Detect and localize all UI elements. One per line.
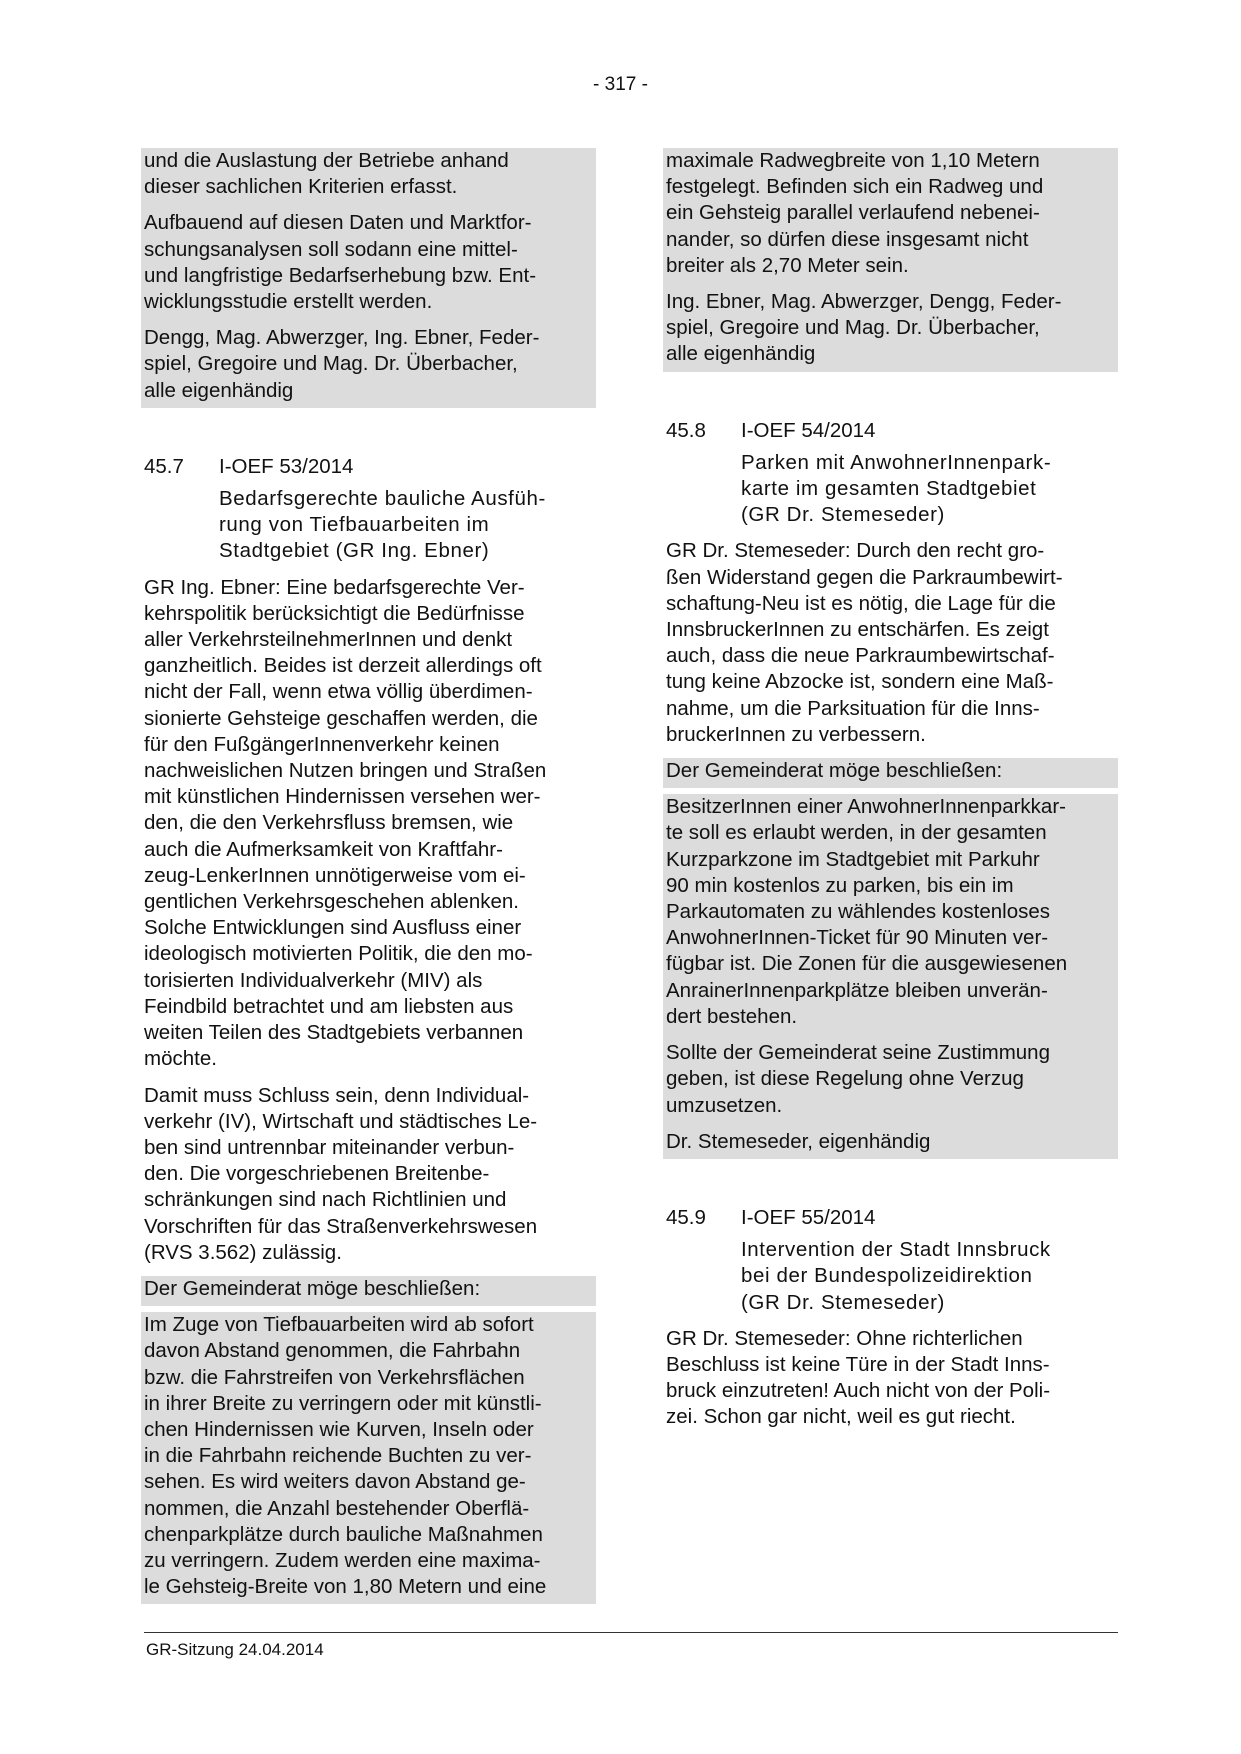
motion-text: Sollte der Gemeinderat seine Zustimmung geben, ist diese Regelung ohne Verzug umzusetzen. (666, 1041, 1050, 1117)
section-number: 45.7 (144, 454, 184, 478)
highlighted-block (663, 148, 1118, 372)
paragraph: GR Dr. Stemeseder: Ohne richterlichen Beschluss ist keine Türe in der Stadt Inns- bruck einzutreten! Auch nicht von der Poli- zei. Schon gar nicht, weil es gut riecht. (666, 1326, 1051, 1429)
paragraph: maximale Radwegbreite von 1,10 Metern festgelegt. Befinden sich ein Radweg und ein Gehsteig parallel verlaufend nebenei- nander, so dürfen diese insgesamt nicht breiter als 2,70 Meter sein. (666, 149, 1044, 277)
highlighted-block (141, 148, 596, 408)
motion-intro-block (663, 758, 1118, 788)
right-column (666, 148, 1118, 1441)
paragraph: GR Dr. Stemeseder: Durch den recht gro- ßen Widerstand gegen die Parkraumbewirt- schaftung-Neu ist es nötig, die Lage für die InnsbruckerInnen zu entschärfen. Es zeigt auch, dass die neue Parkraumbewirtschaf- tung keine Abzocke ist, sondern eine Maß- nahme, um die Parksituation für die Inns- bruckerInnen zu verbessern. (666, 539, 1063, 746)
footer-divider (144, 1632, 1118, 1633)
paragraph: Damit muss Schluss sein, denn Individual- verkehr (IV), Wirtschaft und städtisches Le- ben sind untrennbar miteinander verbun- den. Die vorgeschriebenen Breitenbe- schränkungen sind nach Richtlinien und Vorschriften für das Straßenverkehrswesen (RVS 3.562) zulässig. (144, 1083, 538, 1264)
paragraph: GR Ing. Ebner: Eine bedarfsgerechte Ver- kehrspolitik berücksichtigt die Bedürfnisse aller VerkehrsteilnehmerInnen und denkt ganzheitlich. Beides ist derzeit allerdings oft nicht der Fall, wenn etwa völlig überdimen- sionierte Gehsteige geschaffen werden, die für den FußgängerInnenverkehr keinen nachweislichen Nutzen bringen und Straßen mit künstlichen Hindernissen versehen wer- den, die den Verkehrsfluss bremsen, wie auch die Aufmerksamkeit von Kraftfahr- zeug-LenkerInnen unnötigerweise vom ei- gentlichen Verkehrsgeschehen ablenken. Solche Entwicklungen sind Ausfluss einer ideologisch motivierten Politik, die den mo- torisierten Individualverkehr (MIV) als Feindbild betrachtet und am liebsten aus weiten Teilen des Stadtgebiets verbannen möchte. (144, 575, 547, 1071)
section-code: I-OEF 55/2014 (741, 1205, 876, 1229)
section-number: 45.9 (666, 1205, 706, 1229)
motion-intro: Der Gemeinderat möge beschließen: (666, 759, 1003, 783)
paragraph: und die Auslastung der Betriebe anhand dieser sachlichen Kriterien erfasst. (144, 149, 509, 199)
section-heading (666, 1205, 1118, 1231)
paragraph: Aufbauend auf diesen Daten und Marktfor- schungsanalysen soll sodann eine mittel- und langfristige Bedarfserhebung bzw. Ent- wicklungsstudie erstellt werden. (144, 211, 537, 314)
motion-block (663, 794, 1118, 1159)
footer-text: GR-Sitzung 24.04.2014 (146, 1640, 324, 1659)
section-subtitle: Bedarfsgerechte bauliche Ausfüh- rung von Tiefbauarbeiten im Stadtgebiet (GR Ing. Ebner) (219, 487, 546, 563)
section-code: I-OEF 54/2014 (741, 418, 876, 442)
motion-text: Im Zuge von Tiefbauarbeiten wird ab sofort davon Abstand genommen, die Fahrbahn bzw. die Fahrstreifen von Verkehrsflächen in ihrer Breite zu verringern oder mit künstli- chen Hindernissen wie Kurven, Inseln oder in die Fahrbahn reichende Buchten zu ver- sehen. Es wird weiters davon Abstand ge- nommen, die Anzahl bestehender Oberflä- chenparkplätze durch bauliche Maßnahmen zu verringern. Zudem werden eine maxima- le Gehsteig-Breite von 1,80 Metern und eine (144, 1313, 547, 1599)
left-column (144, 148, 596, 1604)
section-number: 45.8 (666, 418, 706, 442)
signature-line: Dr. Stemeseder, eigenhändig (666, 1129, 931, 1153)
motion-intro: Der Gemeinderat möge beschließen: (144, 1276, 481, 1300)
signature-line: Ing. Ebner, Mag. Abwerzger, Dengg, Feder- spiel, Gregoire und Mag. Dr. Überbacher, alle eigenhändig (666, 290, 1062, 366)
section-code: I-OEF 53/2014 (219, 454, 354, 478)
page-number: - 317 - (593, 74, 648, 95)
section-subtitle: Intervention der Stadt Innsbruck bei der Bundespolizeidirektion (GR Dr. Stemeseder) (741, 1238, 1051, 1314)
motion-text: BesitzerInnen einer AnwohnerInnenparkkar- te soll es erlaubt werden, in der gesamten Kurzparkzone im Stadtgebiet mit Parkuhr 90 min kostenlos zu parken, bis ein im Parkautomaten zu wählendes kostenloses AnwohnerInnen-Ticket für 90 Minuten ver- fügbar ist. Die Zonen für die ausgewiesenen AnrainerInnenparkplätze bleiben unverän- dert bestehen. (666, 795, 1068, 1028)
motion-intro-block (141, 1276, 596, 1306)
signature-line: Dengg, Mag. Abwerzger, Ing. Ebner, Feder- spiel, Gregoire und Mag. Dr. Überbacher, alle eigenhändig (144, 326, 540, 402)
section-heading (666, 418, 1118, 444)
motion-block (141, 1312, 596, 1604)
section-heading (144, 454, 596, 480)
section-subtitle: Parken mit AnwohnerInnenpark- karte im gesamten Stadtgebiet (GR Dr. Stemeseder) (741, 450, 1052, 527)
